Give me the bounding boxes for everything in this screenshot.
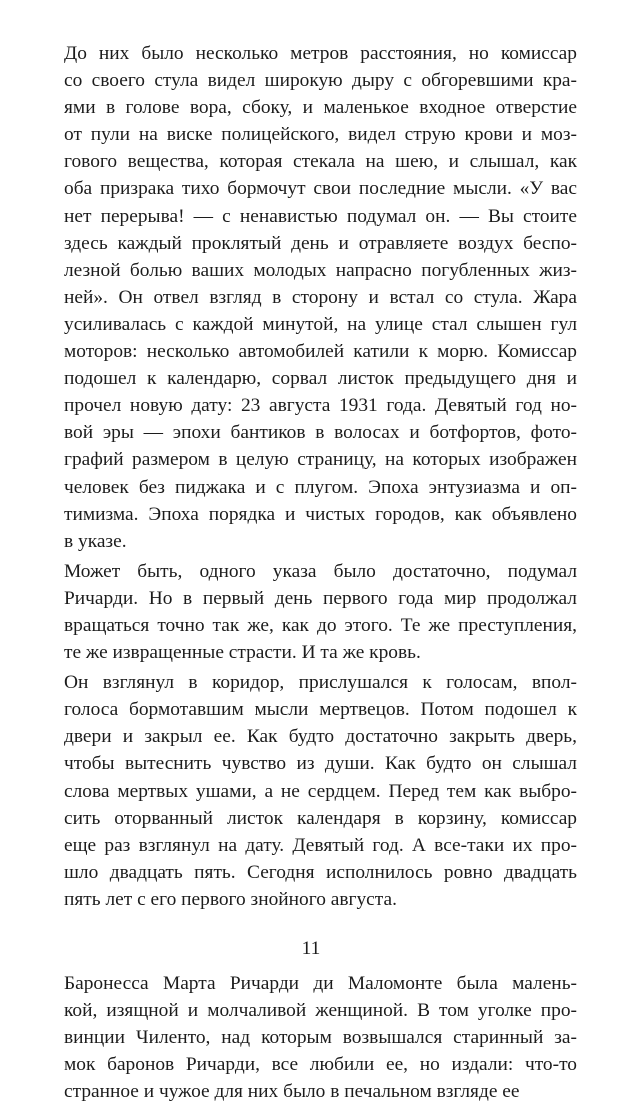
text-line: голоса бормотавшим мысли мертвецов. Потом подошел к <box>64 699 577 721</box>
text-line: от пули на виске полицейского, видел струю крови и моз- <box>64 124 577 146</box>
text-line: в указе. <box>64 530 127 552</box>
text-line: те же извращенные страсти. И та же кровь. <box>64 642 421 664</box>
page-number: 11 <box>301 938 321 959</box>
text-line: До них было несколько метров расстояния, но комиссар <box>64 43 577 64</box>
paragraph-4 <box>64 970 577 1105</box>
text-line: нет перерыва! — с ненавистью подумал он. — Вы стоите <box>64 205 577 227</box>
text-line: еще раз взглянул на дату. Девятый год. А все-таки их про- <box>64 834 577 856</box>
text-line: ней». Он отвел взгляд в сторону и встал со стула. Жара <box>64 286 577 308</box>
text-line: усиливалась с каждой минутой, на улице стал слышен гул <box>64 313 577 335</box>
text-line: вой эры — эпохи бантиков в волосах и ботфортов, фото- <box>64 422 577 444</box>
text-line: пять лет с его первого знойного августа. <box>64 888 397 910</box>
text-line: Он взглянул в коридор, прислушался к голосам, впол- <box>64 672 577 694</box>
text-line: гового вещества, которая стекала на шею, и слышал, как <box>64 151 577 173</box>
text-line: сить оторванный листок календаря в корзину, комиссар <box>64 807 577 829</box>
text-line: кой, изящной и молчаливой женщиной. В том уголке про- <box>64 1000 577 1022</box>
text-line: шло двадцать пять. Сегодня исполнилось ровно двадцать <box>64 861 577 883</box>
text-line: прочел новую дату: 23 августа 1931 года. Девятый год но- <box>64 395 577 417</box>
text-line: человек без пиджака и с плугом. Эпоха энтузиазма и оп- <box>64 476 577 498</box>
text-line: моторов: несколько автомобилей катили к морю. Комиссар <box>64 341 577 363</box>
text-line: странное и чужое для них было в печальном взгляде ее <box>64 1081 520 1103</box>
text-line: подошел к календарю, сорвал листок предыдущего дня и <box>64 368 577 390</box>
text-line: графий размером в целую страницу, на которых изображен <box>64 449 577 471</box>
text-line: двери и закрыл ее. Как будто достаточно закрыть дверь, <box>64 726 577 748</box>
text-line: Может быть, одного указа было достаточно, подумал <box>64 560 577 582</box>
text-line: со своего стула видел широкую дыру с обгоревшими кра- <box>64 70 577 92</box>
text-line: винции Чиленто, над которым возвышался старинный за- <box>64 1027 577 1049</box>
text-line: здесь каждый проклятый день и отравляете воздух беспо- <box>64 232 577 254</box>
text-line: вращаться точно так же, как до этого. Те же преступления, <box>64 614 577 636</box>
text-line: лезной болью ваших молодых напрасно погубленных жиз- <box>64 259 577 281</box>
paragraph-1 <box>64 40 577 555</box>
text-line: чтобы вытеснить чувство из души. Как будто он слышал <box>64 753 577 775</box>
paragraph-2 <box>64 558 577 666</box>
text-line: ями в голове вора, сбоку, и маленькое входное отверстие <box>64 97 577 119</box>
text-line: тимизма. Эпоха порядка и чистых городов, как объявлено <box>64 503 577 525</box>
text-line: Ричарди. Но в первый день первого года мир продолжал <box>64 587 577 609</box>
text-line: слова мертвых ушами, а не сердцем. Перед тем как выбро- <box>64 780 577 802</box>
text-line: мок баронов Ричарди, все любили ее, но издали: что-то <box>64 1054 577 1076</box>
text-line: Баронесса Марта Ричарди ди Маломонте была малень- <box>64 973 577 994</box>
text-line: оба призрака тихо бормочут свои последние мысли. «У вас <box>64 178 577 200</box>
paragraph-3 <box>64 669 577 913</box>
